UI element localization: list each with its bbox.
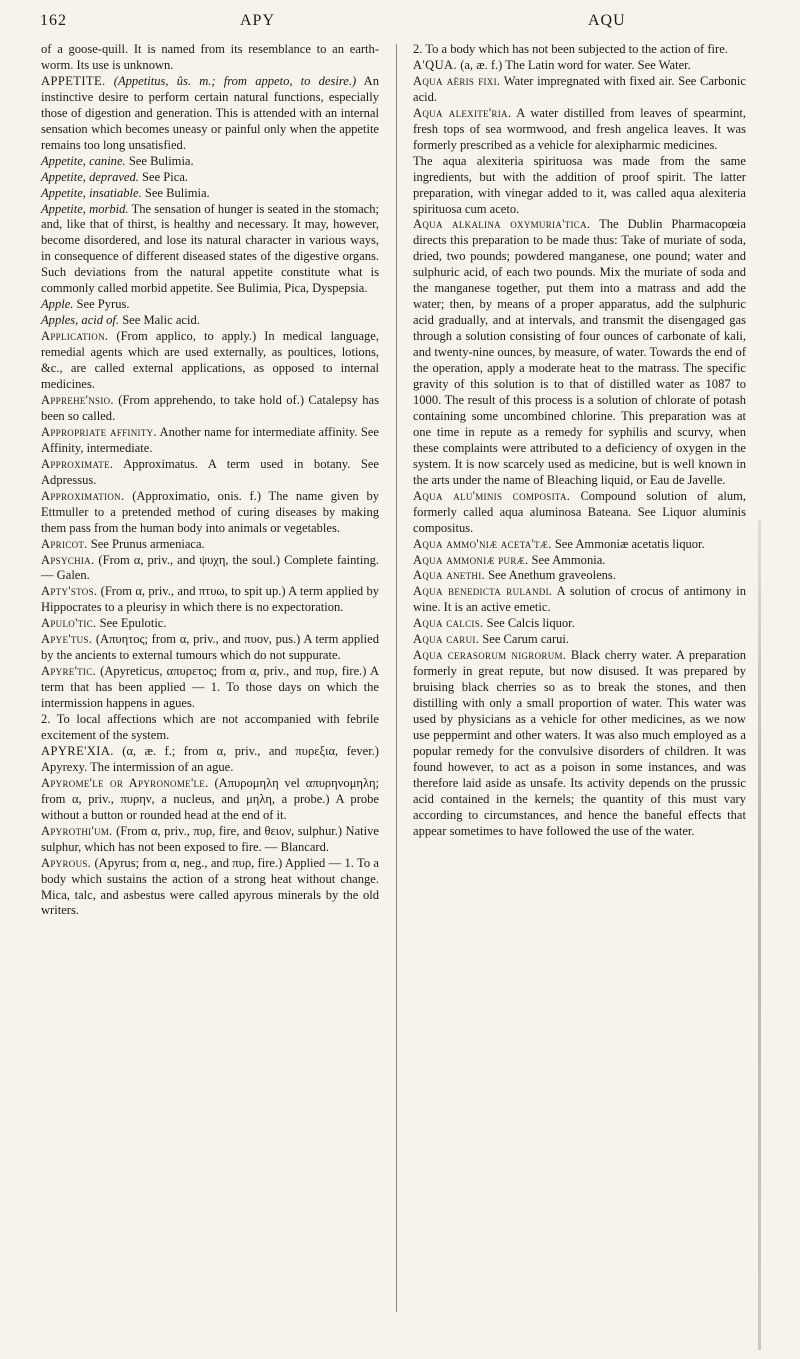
- entry-aqua-alkalina-oxymuriatica: [413, 217, 746, 488]
- definition: (Απυητος; from α, priv., and πυον, pus.) A term applied by the ancients to external tumours which do not suppurate.: [41, 632, 379, 663]
- definition: (Απυρομηλη vel απυρηνομηλη; from α, priv., πυρην, a nucleus, and μηλη, a probe.) A probe without a button or rounded head at the end of it.: [41, 775, 380, 822]
- entry-apricot: [41, 537, 379, 553]
- definition: The Dublin Pharmacopœia directs this preparation to be made thus: Take of muriate of soda, dried, two pounds; powdered manganese, one pound; water and sulphuric acid, of each two pounds. Mix the muriate of soda and the manganese together, put them into a matrass and add the water; then, by means of a proper apparatus, add the sulphuric acid gradually, and at intervals, and transmit the disengaged gas through a solution consisting of four ounces of carbonate of kali, and twenty-nine ounces, by measure, of water. Towards the end of the operation, apply a moderate heat to the matrass. The specific gravity of this solution is to that of distilled water as 1087 to 1000. The result of this process is a solution of chlorate of potash containing some uncombined chlorine. This preparation was at one time in repute as a remedy for syphilis and scurvy, when these complaints were attributed to a deficiency of oxygen in the system. It is now scarcely used as medicine, but is well known in the arts under the name of Bleaching liquid, or Eau de Javelle.: [413, 217, 746, 487]
- entry-continuation: 2. To a body which has not been subjected to the action of fire.: [413, 42, 728, 56]
- entry-aqua-aluminis-composita: [413, 489, 746, 537]
- entry-apyretic-sense-2: 2. To local affections which are not accompanied with febrile excitement of the system.: [41, 712, 379, 742]
- entry-appetite-canine: [41, 154, 379, 170]
- cross-reference: See Epulotic.: [99, 616, 167, 631]
- headword: Appetite, morbid.: [41, 201, 129, 216]
- cross-reference: See Calcis liquor.: [486, 616, 575, 631]
- entry-apyrexia: [41, 744, 379, 776]
- entry-appetite-insatiable: [41, 186, 379, 202]
- entry-application: [41, 329, 379, 393]
- headword: Aqua carui.: [413, 632, 480, 647]
- entry-apples-acid: [41, 313, 379, 329]
- entry-apple: [41, 297, 379, 313]
- cross-reference: See Malic acid.: [122, 313, 200, 328]
- running-title-right: AQU: [588, 12, 626, 29]
- entry-apyrous: [41, 856, 379, 920]
- definition: An instinctive desire to perform certain natural functions, especially those of digestion and generation. This is attended with an internal sensation which becomes uneasy or painful only when the appetite remains too long unsatisfied.: [41, 73, 379, 152]
- headword: Apricot.: [41, 536, 88, 551]
- entry-appetite-morbid: [41, 202, 379, 298]
- entry-aptystos: [41, 584, 379, 616]
- headword: Apye'tus.: [41, 632, 93, 647]
- definition: (a, æ. f.) The Latin word for water. See Water.: [460, 57, 691, 72]
- headword: Aqua alexite'ria.: [413, 105, 512, 120]
- headword: Aqua aëris fixi.: [413, 73, 501, 88]
- definition: Another name for intermediate affinity. See Affinity, intermediate.: [41, 424, 379, 455]
- entry-aqua-calcis: [413, 616, 746, 632]
- headword: Appetite, depraved.: [41, 169, 139, 184]
- headword: Apyrothi'um.: [41, 823, 113, 838]
- cross-reference: See Carum carui.: [482, 632, 570, 647]
- headword: Aqua ammoniæ puræ.: [413, 552, 529, 567]
- definition: The sensation of hunger is seated in the stomach; and, like that of thirst, is healthy and necessary. It may, however, become disordered, and lose its natural character in various ways, in consequence of different diseased states of the digestive organs. Such deviations from the natural appetite constitute what is commonly called morbid appetite. See Bulimia, Pica, Dyspepsia.: [41, 201, 379, 296]
- headword: APYRE'XIA.: [41, 743, 114, 758]
- definition: (From α, priv., and ψυχη, the soul.) Complete fainting. — Galen.: [41, 552, 380, 583]
- page-edge-shadow: [758, 520, 761, 1350]
- headword: Aqua calcis.: [413, 616, 484, 631]
- definition: Approximatus. A term used in botany. See Adpressus.: [41, 456, 379, 487]
- page-number: 162: [40, 12, 67, 29]
- entry-aqua-ammoniae-acetatae: [413, 537, 746, 553]
- etymology: (Appetitus, ûs. m.; from appeto, to desire.): [113, 73, 357, 88]
- entry-aqua-ammoniae-purae: [413, 553, 746, 569]
- headword: Appetite, insatiable.: [41, 185, 142, 200]
- entry-aqua-carui: [413, 632, 746, 648]
- cross-reference: See Bulimia.: [128, 153, 194, 168]
- definition: (Apyreticus, απυρετος; from α, priv., and πυρ, fire.) A term that has been applied — 1. To those days on which the intermission happens in agues.: [41, 664, 379, 711]
- headword: Approximate.: [41, 456, 114, 471]
- entry-appropriate-affinity: [41, 425, 379, 457]
- entry-apyetus: [41, 632, 379, 664]
- headword: Aqua cerasorum nigrorum.: [413, 648, 567, 663]
- entry-apulotic: [41, 616, 379, 632]
- entry-aqua-alexiteria-spirituosa: The aqua alexiteria spirituosa was made from the same ingredients, but with the addition of proof spirit. The latter preparation, with vinegar added to it, was called aqua alexiteria spirituosa cum aceto.: [413, 153, 746, 216]
- headword: Approximation.: [41, 488, 125, 503]
- headword: Apyrous.: [41, 855, 92, 870]
- cross-reference: See Anethum graveolens.: [488, 568, 616, 583]
- entry-apyretic: [41, 664, 379, 712]
- headword: Appropriate affinity.: [41, 424, 157, 439]
- cross-reference: See Pyrus.: [76, 297, 130, 312]
- entry-aqua-anethi: [413, 568, 746, 584]
- headword: Apty'stos.: [41, 584, 98, 599]
- entry-appetite-depraved: [41, 170, 379, 186]
- headword: Apyrome'le or Apyronome'le.: [41, 775, 209, 790]
- headword: APPETITE.: [41, 73, 106, 88]
- headword: Aqua anethi.: [413, 568, 485, 583]
- entry-appetite: [41, 74, 379, 154]
- cross-reference: See Bulimia.: [144, 185, 210, 200]
- headword: Application.: [41, 329, 109, 344]
- definition: Black cherry water. A preparation formerly in great repute, but now disused. It was prepared by bruising black cherries so as to break the stones, and then distilling with only a small proportion of water. This water was used by physicians as a vehicle for other medicines, as we now use peppermint and other waters. It was also much employed as a popular remedy for the convulsive disorders of children. It was found however, to act as a poison in some instances, and was therefore laid aside as unsafe. Its activity depends on the prussic acid contained in the kernels; the quantity of this must vary according to circumstances, and hence the baneful effects that appear sometimes to have followed the use of the water.: [413, 648, 747, 838]
- headword: Apyre'tic.: [41, 664, 96, 679]
- headword: Apple.: [41, 297, 74, 312]
- cross-reference: See Prunus armeniaca.: [90, 536, 205, 551]
- definition: (From applico, to apply.) In medical language, remedial agents which are used externally, as poultices, lotions, &c., are called external applications, as opposed to internal medicines.: [41, 329, 379, 392]
- headword: A'QUA.: [413, 57, 458, 72]
- definition: (α, æ. f.; from α, priv., and πυρεξια, fever.) Apyrexy. The intermission of an ague.: [41, 743, 379, 774]
- entry-aqua-benedicta-rulandi: [413, 584, 746, 616]
- running-head: [40, 12, 760, 36]
- headword: Apprehe'nsio.: [41, 392, 114, 407]
- entry-approximation: [41, 489, 379, 537]
- headword: Apulo'tic.: [41, 616, 97, 631]
- entry-approximate: [41, 457, 379, 489]
- definition: (Approximatio, onis. f.) The name given by Ettmuller to a pretended method of curing diseases by making them pass from the human body into animals or vegetables.: [41, 488, 379, 535]
- entry-aqua-cerasorum-nigrorum: [413, 648, 746, 839]
- cross-reference: See Pica.: [142, 169, 189, 184]
- entry-aqua-alexiteria: [413, 106, 746, 154]
- right-column: [413, 42, 746, 840]
- running-title-left: APY: [240, 12, 276, 29]
- headword: Aqua benedicta rulandi.: [413, 584, 553, 599]
- entry-apyrothium: [41, 824, 379, 856]
- headword: Apsychia.: [41, 552, 95, 567]
- headword: Appetite, canine.: [41, 153, 126, 168]
- entry-continuation: of a goose-quill. It is named from its resemblance to an earth-worm. Its use is unknown.: [41, 42, 379, 72]
- column-divider: [396, 44, 397, 1312]
- definition: Compound solution of alum, formerly called aqua aluminosa Bateana. See Liquor aluminis compositus.: [413, 488, 746, 535]
- entry-apyromele: [41, 776, 379, 824]
- headword: Aqua alkalina oxymuria'tica.: [413, 217, 591, 232]
- headword: Aqua alu'minis composita.: [413, 488, 571, 503]
- definition: (From α, priv., and πτυω, to spit up.) A term applied by Hippocrates to a pleurisy in which there is no expectoration.: [41, 584, 379, 615]
- entry-aqua-aeris-fixi: [413, 74, 746, 106]
- cross-reference: See Ammonia.: [531, 552, 606, 567]
- headword: Apples, acid of.: [41, 313, 120, 328]
- definition: (From α, priv., πυρ, fire, and θειον, sulphur.) Native sulphur, which has not been exposed to fire. — Blancard.: [41, 823, 379, 854]
- entry-aqua: [413, 58, 746, 74]
- entry-apsychia: [41, 553, 379, 585]
- entry-apprehensio: [41, 393, 379, 425]
- cross-reference: See Ammoniæ acetatis liquor.: [554, 536, 705, 551]
- definition: (From apprehendo, to take hold of.) Catalepsy has been so called.: [41, 392, 380, 423]
- definition: A solution of crocus of antimony in wine. It is an active emetic.: [413, 584, 746, 615]
- headword: Aqua ammo'niæ aceta'tæ.: [413, 536, 552, 551]
- definition: A water distilled from leaves of spearmint, fresh tops of sea wormwood, and fresh angelica leaves. It was formerly prescribed as a vehicle for alexipharmic medicines.: [413, 105, 746, 152]
- definition: (Apyrus; from α, neg., and πυρ, fire.) Applied — 1. To a body which sustains the action of a strong heat without change. Mica, talc, and asbestus were called apyrous minerals by the old writers.: [41, 855, 379, 918]
- definition: Water impregnated with fixed air. See Carbonic acid.: [413, 73, 746, 104]
- left-column: [41, 42, 379, 919]
